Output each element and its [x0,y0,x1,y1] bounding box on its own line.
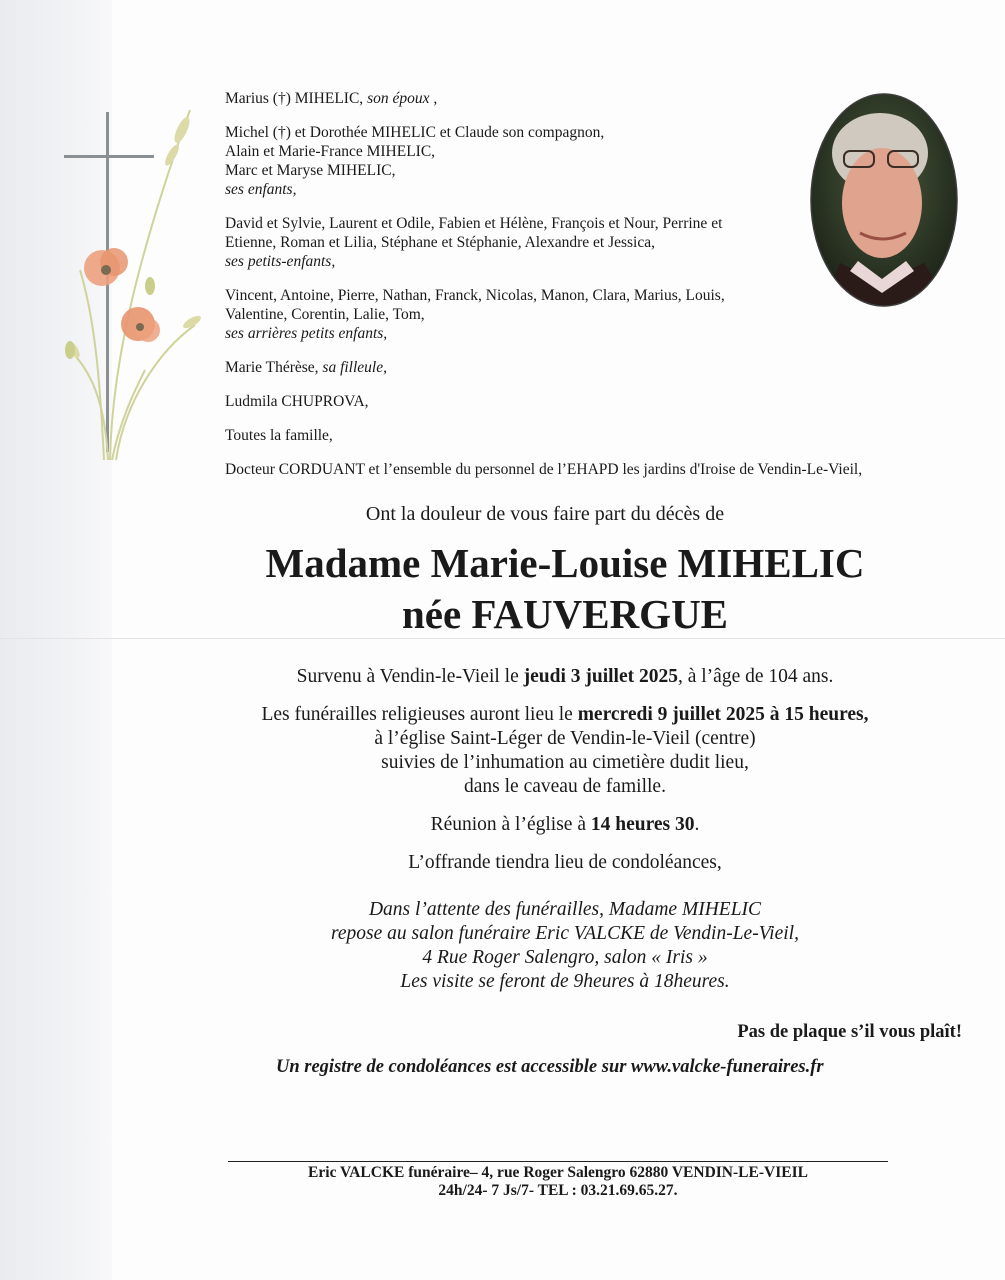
goddaughter-name: Marie Thérèse, [225,359,319,376]
footer-address: Eric VALCKE funéraire– 4, rue Roger Salengro 62880 VENDIN-LE-VIEIL [308,1164,808,1181]
goddaughter-relation: sa filleule, [322,359,387,376]
children-line-2: Alain et Marie-France MIHELIC, [225,143,436,160]
announcement-intro: Ont la douleur de vous faire part du décès de [365,503,725,525]
maiden-name: née FAUVERGUE [401,591,729,637]
death-date: jeudi 3 juillet 2025 [523,666,678,687]
staff-line: Docteur CORDUANT et l’ensemble du personnel de l’EHAPD les jardins d'Iroise de Vendin-Le-Vieil, [225,461,863,478]
footer-divider [228,1161,888,1162]
funeral-date: mercredi 9 juillet 2025 à 15 heures, [577,704,869,725]
repose-line-3: 4 Rue Roger Salengro, salon « Iris » [422,947,708,968]
spouse-name: Marius (†) MIHELIC, [225,90,364,107]
deceased-name: Madame Marie-Louise MIHELIC [265,540,865,586]
repose-line-2: repose au salon funéraire Eric VALCKE de Vendin-Le-Vieil, [331,923,799,944]
funeral-line-2: à l’église Saint-Léger de Vendin-le-Vieil (centre) [374,728,756,749]
repose-info [140,898,990,994]
children-relation: ses enfants, [225,181,297,198]
no-plaque-notice: Pas de plaque s’il vous plaît! [737,1022,962,1042]
funeral-line-1: Les funérailles religieuses auront lieu le mercredi 9 juillet 2025 à 15 heures, [261,704,869,725]
cross-poppy-illustration [50,100,210,480]
grandchildren-line-1: David et Sylvie, Laurent et Odile, Fabien et Hélène, François et Nour, Perrine et [225,215,723,232]
children-line-3: Marc et Maryse MIHELIC, [225,162,396,179]
funeral-line-4: dans le caveau de famille. [464,776,666,797]
whole-family-line: Toutes la famille, [225,427,333,444]
repose-line-1: Dans l’attente des funérailles, Madame MIHELIC [368,899,762,920]
funeral-line-3: suivies de l’inhumation au cimetière dudit lieu, [381,752,749,773]
grandchildren-relation: ses petits-enfants, [225,253,336,270]
wheat-stems-icon [70,110,195,460]
other-relative-line: Ludmila CHUPROVA, [225,393,369,410]
offering-line: L’offrande tiendra lieu de condoléances, [408,852,722,873]
spouse-line [225,89,965,108]
condolence-registry-notice: Un registre de condoléances est accessible sur www.valcke-funeraires.fr [276,1057,824,1077]
great-grandchildren-relation: ses arrières petits enfants, [225,325,388,342]
spouse-relation: son époux , [367,90,438,107]
poppy-flowers-icon [65,248,160,359]
funeral-home-footer [228,1164,888,1200]
grandchildren-line-2: Etienne, Roman et Lilia, Stéphane et Stéphanie, Alexandre et Jessica, [225,234,655,251]
great-grandchildren-line-1: Vincent, Antoine, Pierre, Nathan, Franck, Nicolas, Manon, Clara, Marius, Louis, [225,287,725,304]
great-grandchildren-line-2: Valentine, Corentin, Lalie, Tom, [225,306,425,323]
repose-line-4: Les visite se feront de 9heures à 18heures. [400,971,730,992]
death-line: Survenu à Vendin-le-Vieil le jeudi 3 juillet 2025, à l’âge de 104 ans. [296,666,834,687]
funeral-details [140,665,990,875]
children-line-1: Michel (†) et Dorothée MIHELIC et Claude son compagnon, [225,124,605,141]
goddaughter-line [225,358,965,377]
meeting-line: Réunion à l’église à 14 heures 30. [430,814,700,835]
footer-phone: 24h/24- 7 Js/7- TEL : 03.21.69.65.27. [438,1182,678,1199]
meeting-time: 14 heures 30 [590,814,695,835]
family-list [225,89,965,479]
